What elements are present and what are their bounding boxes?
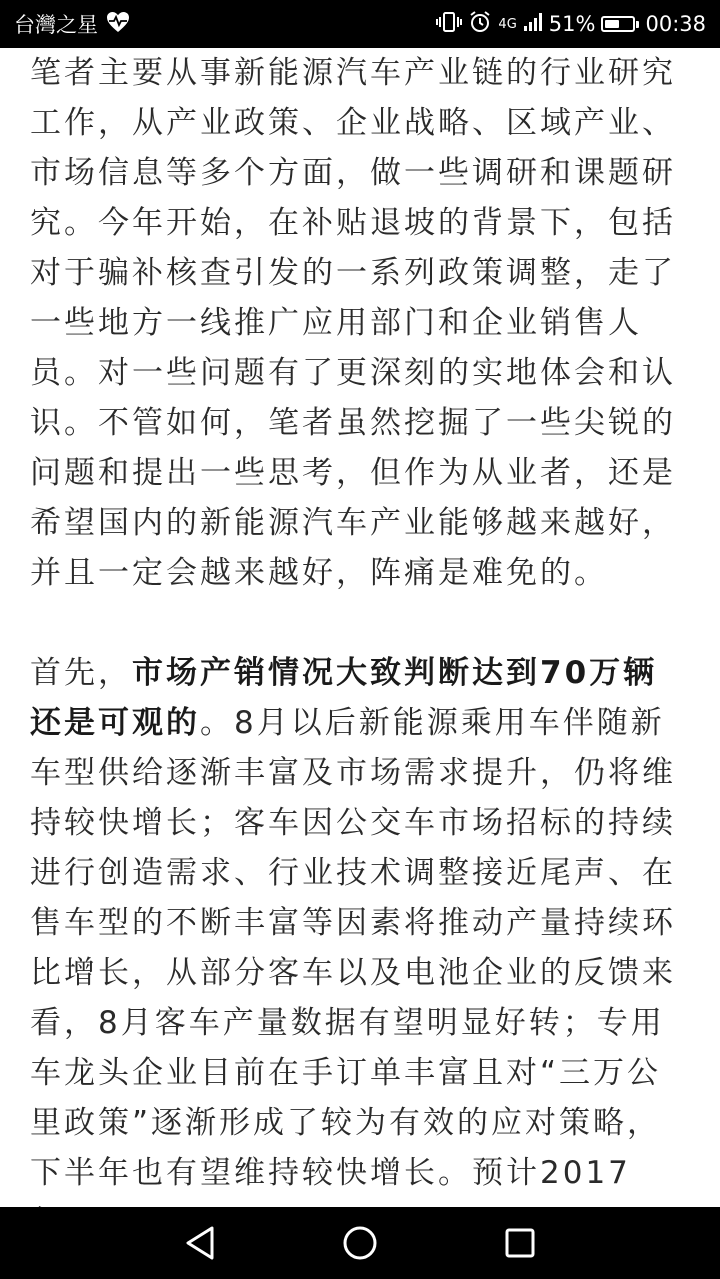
clock: 00:38 — [645, 12, 706, 36]
paragraph-rest: 。8月以后新能源乘用车伴随新车型供给逐渐丰富及市场需求提升，仍将维持较快增长；客车因公交车市场招标的持续进行创造需求、行业技术调整接近尾声、在售车型的不断丰富等因素将推动产量持续环比增长，从部分客车以及电池企业的反馈来看，8月客车产量数据有望明显好转；专用车龙头企业目前在手订单丰富且对“三万公里政策”逐渐形成了较为有效的应对策略，下半年也有望维持较快增长。预计2017 — [30, 705, 676, 1191]
network-type: 4G — [498, 16, 517, 32]
battery-percent: 51% — [548, 12, 596, 36]
vibrate-icon — [436, 10, 462, 39]
signal-icon — [523, 12, 543, 37]
back-triangle-icon — [184, 1225, 216, 1261]
recents-button[interactable] — [495, 1218, 545, 1268]
home-circle-icon — [342, 1225, 378, 1261]
home-button[interactable] — [335, 1218, 385, 1268]
carrier-name: 台灣之星 — [14, 13, 98, 37]
article-paragraph-1: 笔者主要从事新能源汽车产业链的行业研究工作，从产业政策、企业战略、区域产业、市场信息等多个方面，做一些调研和课题研究。今年开始，在补贴退坡的背景下，包括对于骗补核查引发的一系列政策调整，走了一些地方一线推广应用部门和企业销售人员。对一些问题有了更深刻的实地体会和认识。不管如何，笔者虽然挖掘了一些尖锐的问题和提出一些思考，但作为从业者，还是希望国内的新能源汽车产业能够越来越好，并且一定会越来越好，阵痛是难免的。 — [30, 55, 676, 591]
navigation-bar — [0, 1207, 720, 1279]
heart-pulse-icon — [106, 11, 130, 38]
paragraph-bold-text: 市场产销情况大致判断达到70万辆还是可观的 — [30, 655, 658, 741]
article-paragraph-2 — [30, 648, 690, 1248]
status-left — [14, 9, 130, 39]
paragraph-lead: 首先， — [30, 655, 132, 691]
recents-square-icon — [504, 1227, 536, 1259]
back-button[interactable] — [175, 1218, 225, 1268]
status-right — [436, 10, 706, 39]
alarm-icon — [468, 10, 492, 39]
status-bar — [0, 0, 720, 48]
article-content — [30, 48, 690, 1248]
battery-icon — [601, 16, 639, 32]
